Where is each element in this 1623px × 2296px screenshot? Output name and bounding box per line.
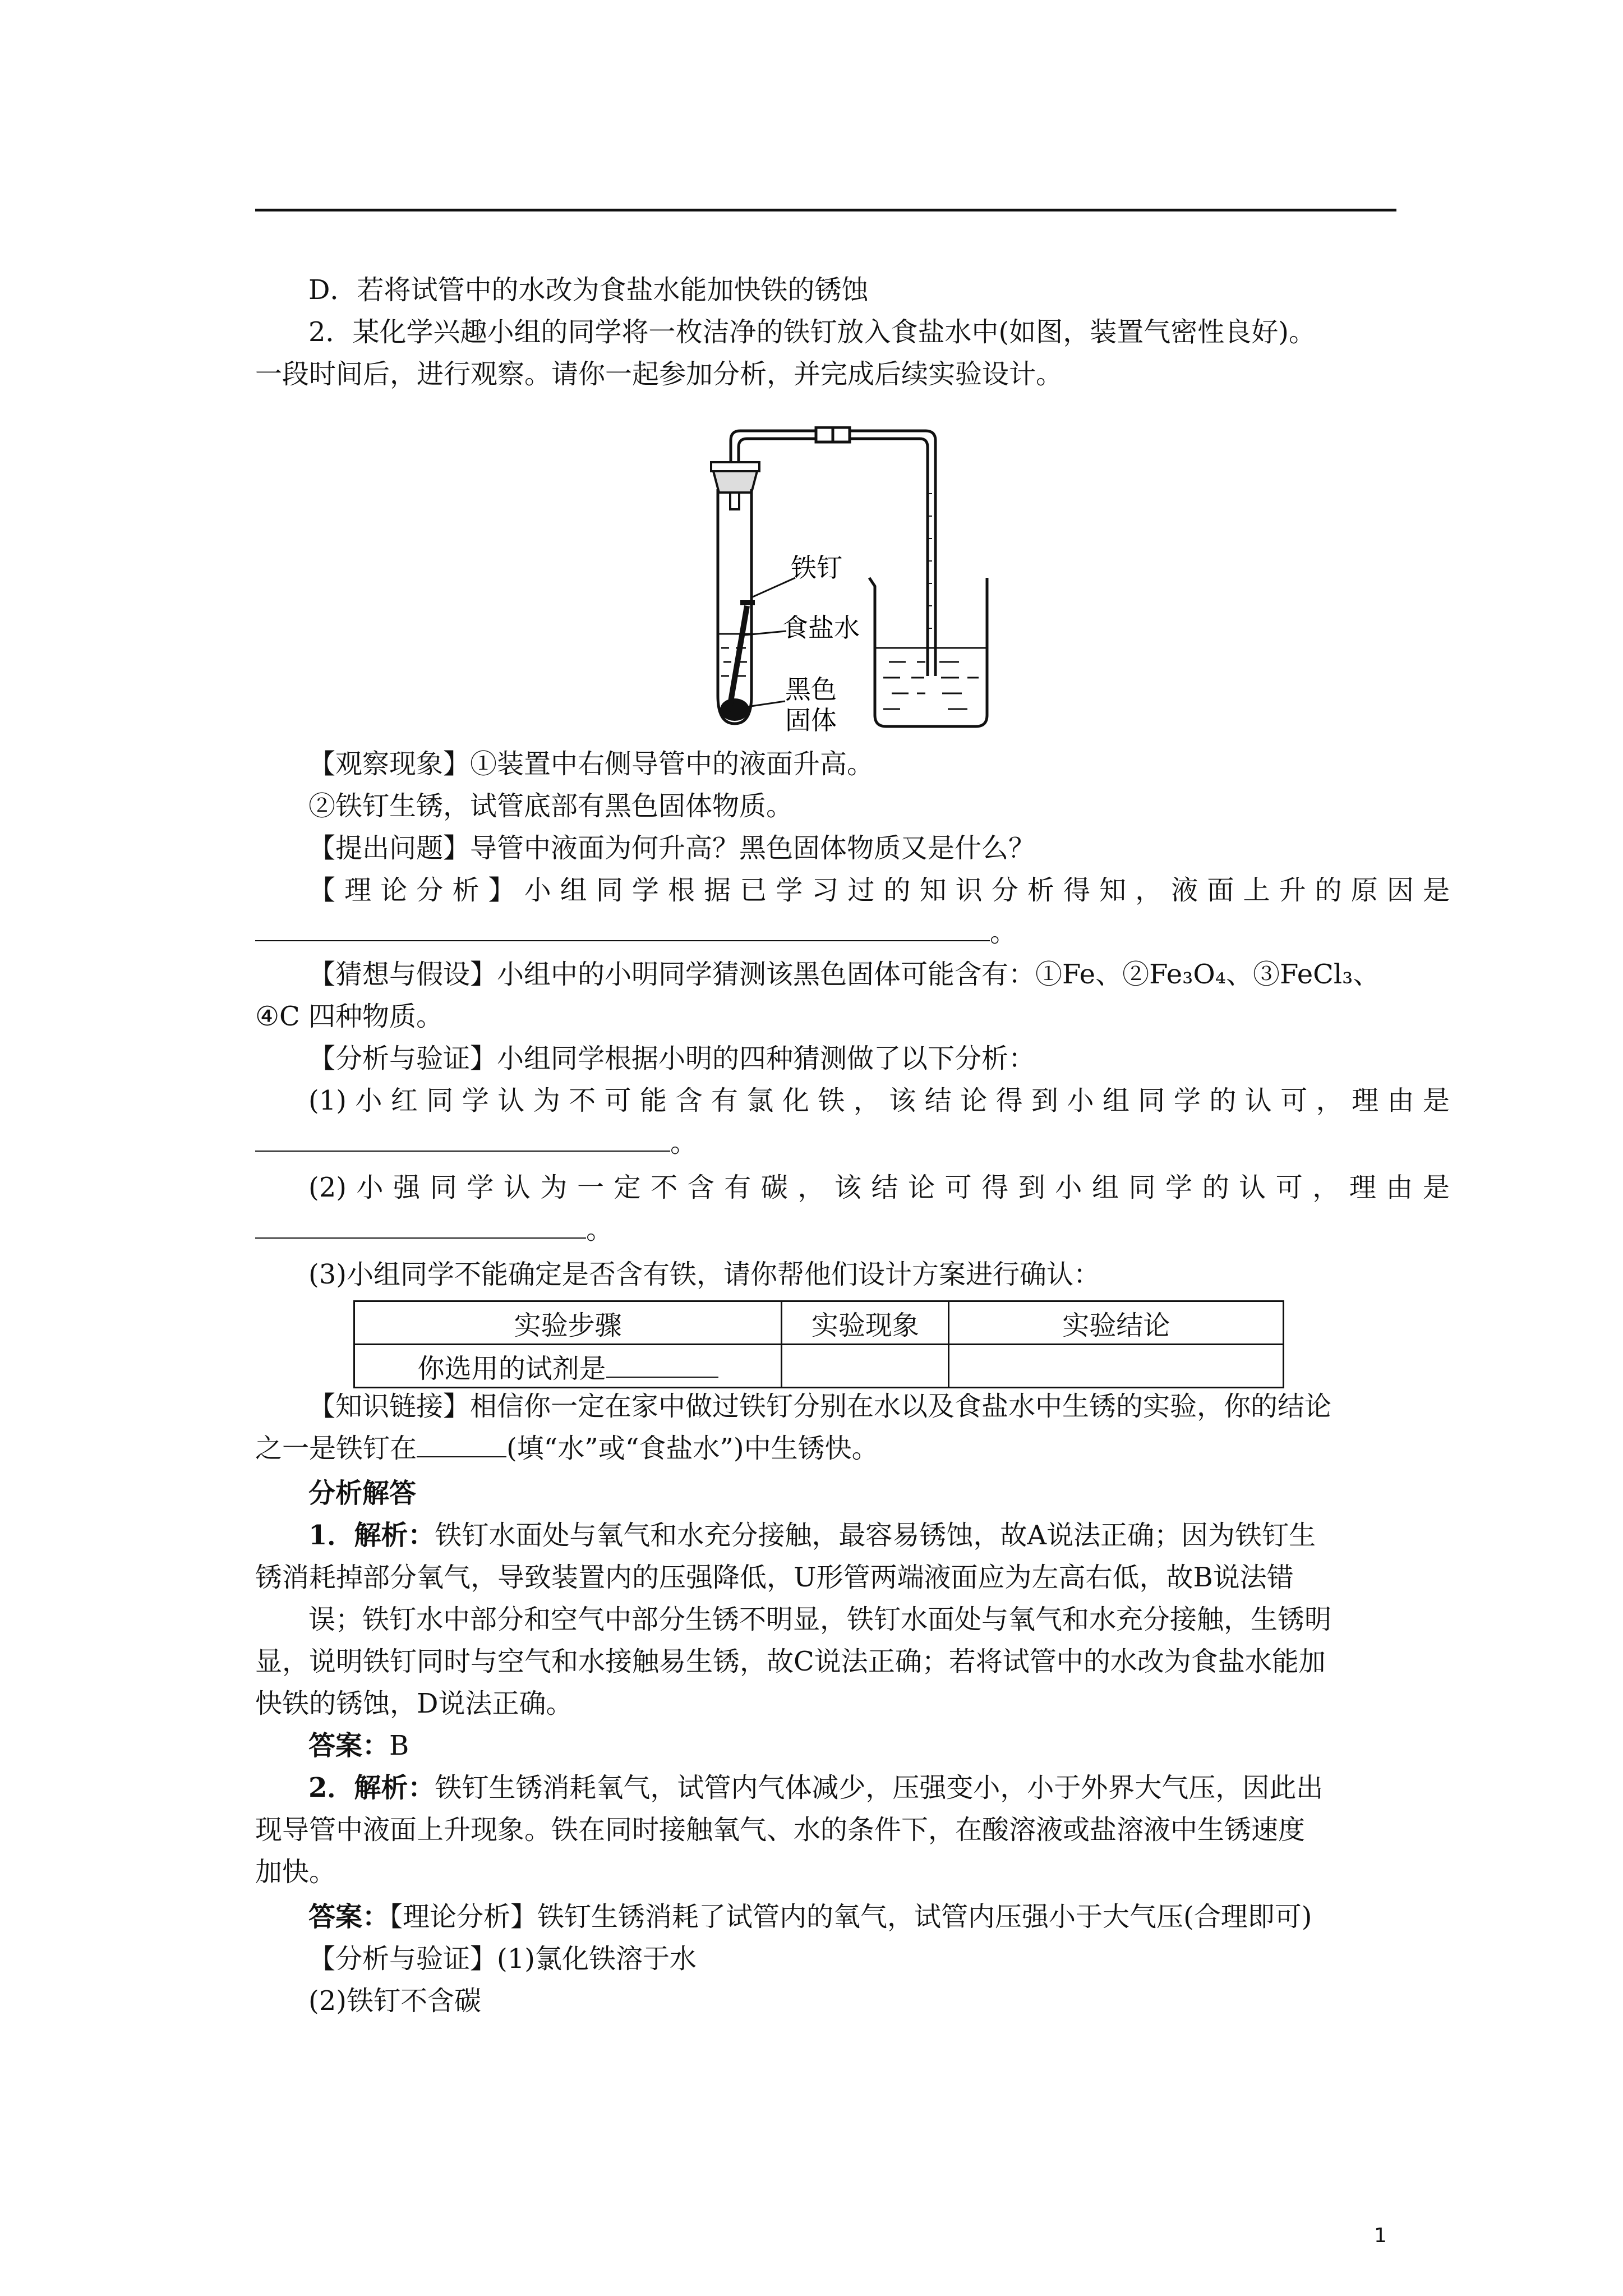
answer-2-line2: 【分析与验证】(1)氯化铁溶于水	[308, 1943, 697, 1975]
solution-1-line3: 误；铁钉水中部分和空气中部分生锈不明显，铁钉水面处与氧气和水充分接触，生锈明	[308, 1604, 1332, 1635]
apparatus-figure	[701, 426, 1133, 740]
solution-1-text: 铁钉水面处与氧气和水充分接触，最容易锈蚀，故A说法正确；因为铁钉生	[435, 1520, 1316, 1551]
analysis-2: (2)小强同学认为一定不含有碳，该结论可得到小组同学的认可，理由是	[308, 1172, 1450, 1203]
observation-2: ②铁钉生锈，试管底部有黑色固体物质。	[308, 790, 794, 822]
question-line: 【提出问题】导管中液面为何升高？黑色固体物质又是什么？	[308, 832, 1036, 864]
page-number: 1	[1374, 2224, 1387, 2247]
table-header-row	[354, 1301, 1284, 1345]
analysis-2-blank[interactable]	[255, 1213, 586, 1239]
header-rule	[255, 209, 1396, 211]
solution-1-line1	[255, 1517, 1450, 1553]
hypothesis-line2: ④C 四种物质。	[255, 1001, 444, 1032]
header-steps: 实验步骤	[354, 1301, 782, 1345]
link-line1: 【知识链接】相信你一定在家中做过铁钉分别在水以及食盐水中生锈的实验，你的结论	[308, 1391, 1332, 1422]
analysis-heading: 分析解答	[308, 1478, 417, 1509]
link-line2-end: (填“水”或“食盐水”)中生锈快。	[506, 1433, 879, 1464]
solution-1-line2: 锈消耗掉部分氧气，导致装置内的压强降低，U形管两端液面应为左高右低，故B说法错	[255, 1562, 1294, 1593]
link-line2	[255, 1430, 1396, 1466]
answer-2-line1	[255, 1899, 1450, 1935]
label-black-1: 黑色	[785, 675, 837, 704]
label-nail: 铁钉	[791, 553, 842, 582]
solution-2-text: 铁钉生锈消耗氧气，试管内气体减少，压强变小，小于外界大气压，因此出	[435, 1772, 1324, 1803]
solution-2-line2: 现导管中液面上升现象。铁在同时接触氧气、水的条件下，在酸溶液或盐溶液中生锈速度	[255, 1814, 1306, 1846]
solution-2-line3: 加快。	[255, 1856, 336, 1888]
answer-2-text: 【理论分析】铁钉生锈消耗了试管内的氧气，试管内压强小于大气压(合理即可)	[389, 1901, 1312, 1932]
analysis-2-blank-line: 。	[255, 1212, 1396, 1248]
link-line2-start: 之一是铁钉在	[255, 1433, 417, 1464]
solution-2-label: 2．解析：	[308, 1772, 435, 1803]
analysis-intro: 【分析与验证】小组同学根据小明的四种猜测做了以下分析：	[308, 1043, 1036, 1074]
answer-2-label: 答案：	[308, 1901, 390, 1932]
analysis-3: (3)小组同学不能确定是否含有铁，请你帮他们设计方案进行确认：	[308, 1259, 1100, 1290]
link-blank[interactable]	[417, 1432, 506, 1457]
label-black-2: 固体	[785, 706, 837, 735]
answer-1-value: B	[389, 1730, 409, 1761]
reagent-blank[interactable]	[606, 1354, 718, 1378]
q2-stem-line1: 2．某化学兴趣小组的同学将一枚洁净的铁钉放入食盐水中(如图，装置气密性良好)。	[308, 316, 1316, 348]
q2-stem-line2: 一段时间后，进行观察。请你一起参加分析，并完成后续实验设计。	[255, 358, 1063, 390]
q1-option-d: D．若将试管中的水改为食盐水能加快铁的锈蚀	[308, 274, 869, 306]
answer-1-label: 答案：	[308, 1730, 390, 1761]
experiment-table	[353, 1300, 1284, 1388]
solution-2-line1	[255, 1770, 1450, 1806]
conclusion-cell[interactable]	[949, 1345, 1284, 1388]
observation-1: 【观察现象】①装置中右侧导管中的液面升高。	[308, 748, 874, 780]
reagent-cell[interactable]	[354, 1345, 782, 1388]
hypothesis-line1: 【猜想与假设】小组中的小明同学猜测该黑色固体可能含有：①Fe、②Fe₃O₄、③FeCl₃、	[308, 959, 1380, 990]
header-phenomenon: 实验现象	[782, 1301, 949, 1345]
solution-1-label: 1．解析：	[308, 1520, 435, 1551]
analysis-1-blank-line: 。	[255, 1125, 1396, 1161]
analysis-1: (1)小红同学认为不可能含有氯化铁，该结论得到小组同学的认可，理由是	[308, 1085, 1450, 1116]
analysis-1-blank[interactable]	[255, 1126, 670, 1152]
label-salt-water: 食盐水	[782, 613, 860, 642]
solution-1-line5: 快铁的锈蚀，D说法正确。	[255, 1688, 573, 1719]
answer-1	[255, 1728, 1450, 1764]
theory-blank-line: 。	[255, 914, 1396, 950]
header-conclusion: 实验结论	[949, 1301, 1284, 1345]
theory-answer-blank[interactable]	[255, 915, 990, 941]
solution-1-line4: 显，说明铁钉同时与空气和水接触易生锈，故C说法正确；若将试管中的水改为食盐水能加	[255, 1646, 1326, 1677]
answer-2-line3: (2)铁钉不含碳	[308, 1985, 481, 2017]
reagent-label: 你选用的试剂是	[417, 1352, 606, 1384]
theory-line: 【理论分析】小组同学根据已学习过的知识分析得知，液面上升的原因是	[308, 875, 1450, 906]
table-row	[354, 1345, 1284, 1388]
phenomenon-cell[interactable]	[782, 1345, 949, 1388]
